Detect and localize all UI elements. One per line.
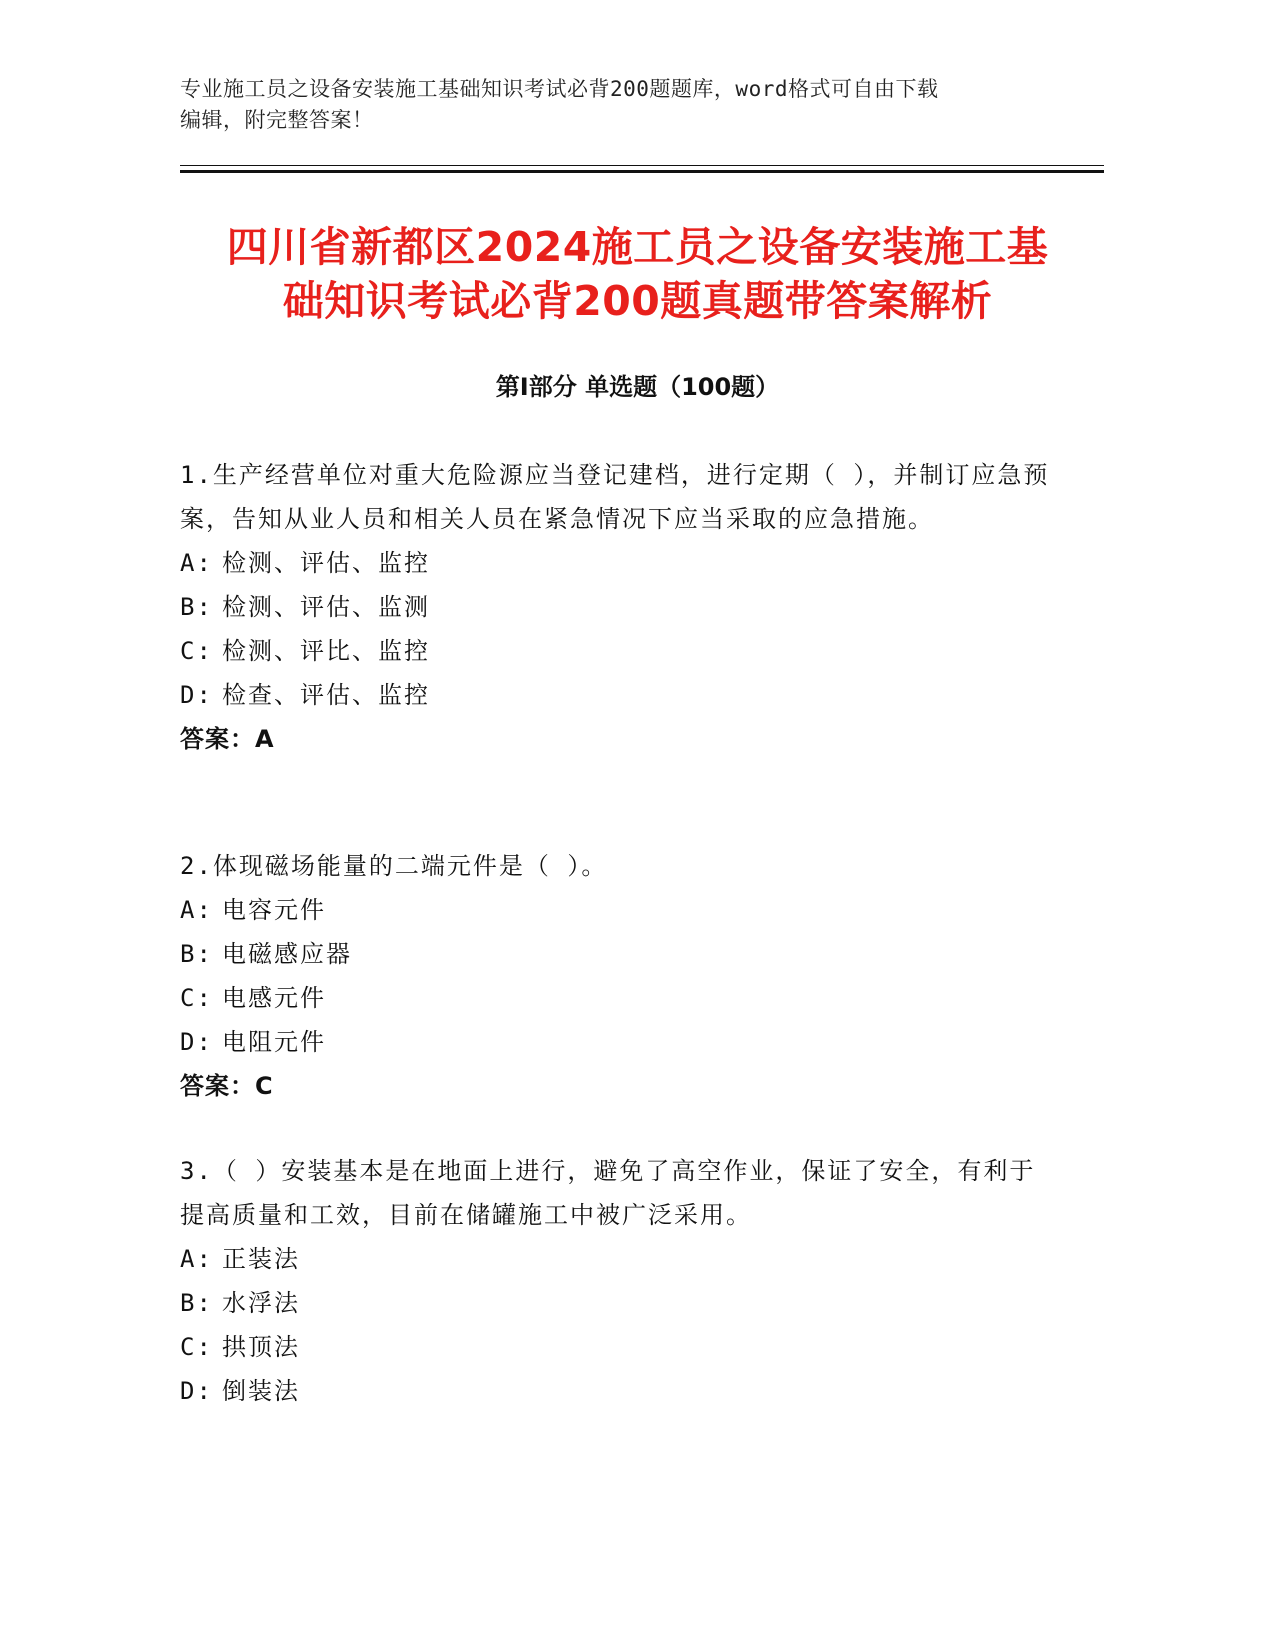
option-key: A: — [180, 896, 213, 924]
option-b — [180, 932, 1060, 976]
document-title — [150, 220, 1125, 328]
question-1 — [180, 453, 1060, 761]
option-a — [180, 888, 1060, 932]
option-text: 检测、评比、监控 — [222, 637, 430, 665]
option-key: B: — [180, 940, 213, 968]
answer: 答案：A — [180, 725, 275, 753]
option-b — [180, 585, 1060, 629]
option-key: C: — [180, 637, 213, 665]
option-text: 拱顶法 — [222, 1333, 300, 1361]
option-c — [180, 976, 1060, 1020]
section-heading: 第Ⅰ部分 单选题（100题） — [495, 373, 780, 401]
option-text: 检测、评估、监控 — [222, 549, 430, 577]
option-d — [180, 1020, 1060, 1064]
option-key: A: — [180, 1245, 213, 1273]
header-divider-thin — [180, 165, 1104, 166]
option-key: A: — [180, 549, 213, 577]
option-key: D: — [180, 1028, 213, 1056]
header-note-line-2: 编辑，附完整答案！ — [180, 108, 374, 132]
question-stem: 2.体现磁场能量的二端元件是（ ）。 — [180, 852, 608, 880]
question-stem: 3.（ ）安装基本是在地面上进行，避免了高空作业，保证了安全，有利于提高质量和工效，目前在储罐施工中被广泛采用。 — [180, 1157, 1036, 1229]
option-key: D: — [180, 1377, 213, 1405]
option-key: C: — [180, 984, 213, 1012]
question-2 — [180, 844, 1060, 1108]
question-stem: 1.生产经营单位对重大危险源应当登记建档，进行定期（ ），并制订应急预案，告知从业人员和相关人员在紧急情况下应当采取的应急措施。 — [180, 461, 1050, 533]
document-title-line-1: 四川省新都区2024施工员之设备安装施工基 — [226, 223, 1049, 271]
answer: 答案：C — [180, 1072, 274, 1100]
option-text: 检测、评估、监测 — [222, 593, 430, 621]
option-d — [180, 1369, 1060, 1413]
question-3 — [180, 1149, 1060, 1413]
option-text: 水浮法 — [222, 1289, 300, 1317]
option-c — [180, 1325, 1060, 1369]
option-key: B: — [180, 1289, 213, 1317]
option-d — [180, 673, 1060, 717]
option-text: 电阻元件 — [222, 1028, 326, 1056]
option-b — [180, 1281, 1060, 1325]
document-title-line-2: 础知识考试必背200题真题带答案解析 — [282, 277, 993, 325]
option-a — [180, 541, 1060, 585]
option-key: C: — [180, 1333, 213, 1361]
option-text: 检查、评估、监控 — [222, 681, 430, 709]
option-a — [180, 1237, 1060, 1281]
option-text: 电容元件 — [222, 896, 326, 924]
header-note-line-1: 专业施工员之设备安装施工基础知识考试必背200题题库，word格式可自由下载 — [180, 77, 939, 101]
option-c — [180, 629, 1060, 673]
header-divider-thick — [180, 170, 1104, 173]
option-text: 电感元件 — [222, 984, 326, 1012]
option-key: D: — [180, 681, 213, 709]
header-note — [180, 74, 1050, 136]
option-text: 电磁感应器 — [222, 940, 352, 968]
option-key: B: — [180, 593, 213, 621]
option-text: 倒装法 — [222, 1377, 300, 1405]
option-text: 正装法 — [222, 1245, 300, 1273]
